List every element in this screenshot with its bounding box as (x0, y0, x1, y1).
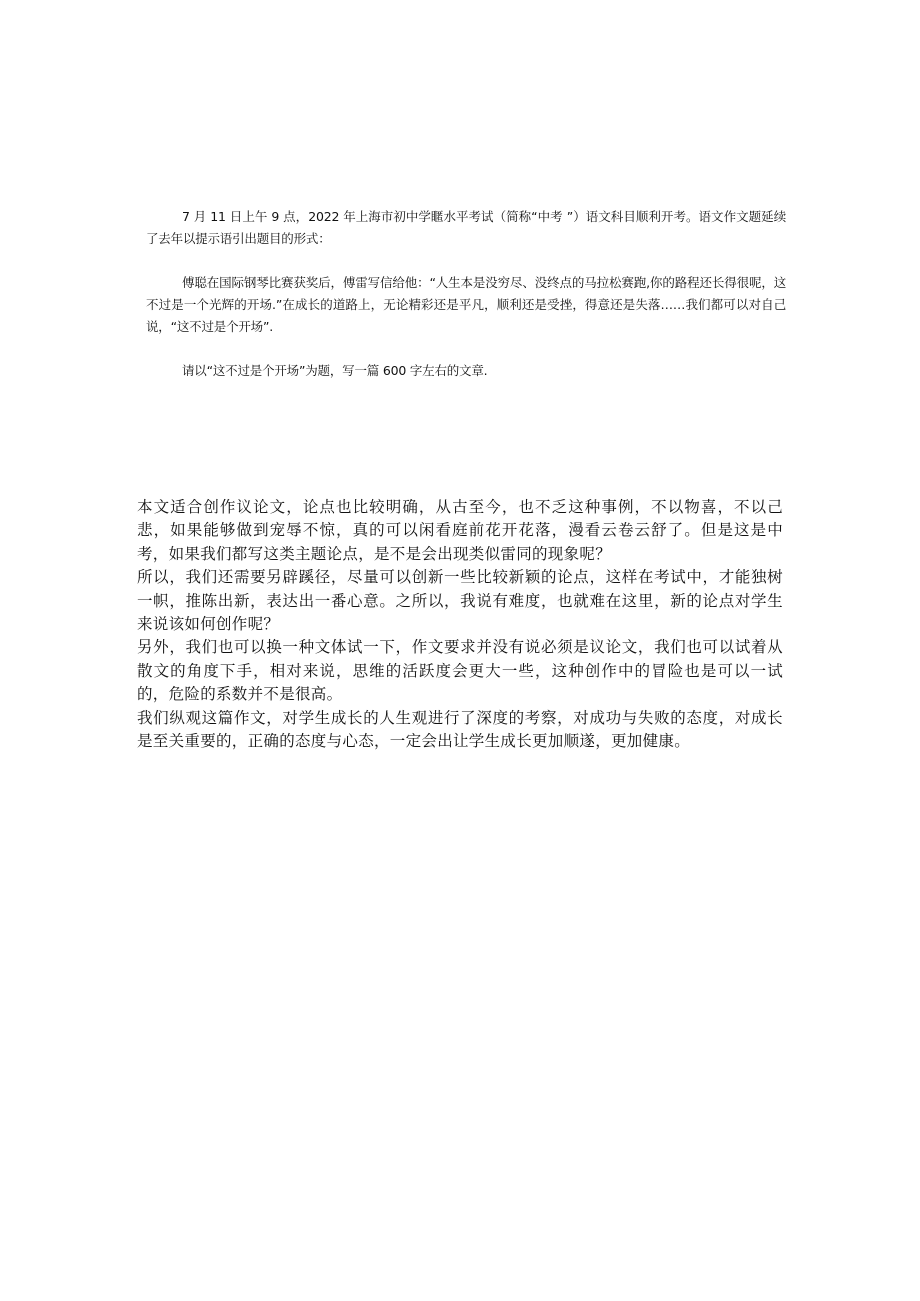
commentary-paragraph: 我们纵观这篇作文，对学生成长的人生观进行了深度的考察，对成功与失败的态度，对成长是至关重要的，正确的态度与心态，一定会出让学生成长更加顺遂，更加健康。 (137, 708, 783, 751)
prompt-intro: 7 月 11 日上午 9 点，2022 年上海市初中学䁥水平考试（简称“中考 ”）语文科目顺利开考。语文作文题延续了去年以提示语引出题目的形式： (146, 209, 786, 246)
essay-commentary (137, 496, 783, 753)
commentary-paragraph: 本文适合创作议论文，论点也比较明确，从古至今，也不乏这种事例，不以物喜，不以己悲，如果能够做到宠辱不惊，真的可以闲看庭前花开花落，漫看云卷云舒了。但是这是中考，如果我们都写这类主题论点，是不是会出现类似雷同的现象呢？ (137, 498, 783, 563)
commentary-paragraph: 所以，我们还需要另辟蹊径，尽量可以创新一些比较新颖的论点，这样在考试中，才能独树一帜，推陈出新，表达出一番心意。之所以，我说有难度，也就难在这里，新的论点对学生来说该如何创作呢？ (137, 568, 783, 634)
commentary-paragraph: 另外，我们也可以换一种文体试一下，作文要求并没有说必须是议论文，我们也可以试着从散文的角度下手，相对来说，思维的活跃度会更大一些，这种创作中的冒险也是可以一试的，危险的系数并不是很高。 (137, 638, 783, 704)
prompt-material: 傅聪在国际钢琴比赛获奖后，傅雷写信给他：“人生本是没穷尽、没终点的马拉松赛跑,你的路程还长得很呢，这不过是一个光辉的开场.”在成长的道路上，无论精彩还是平凡，顺利还是受挫，得意还是失落……我们都可以对自己说，“这不过是个开场”. (146, 275, 786, 334)
exam-prompt (146, 206, 786, 382)
prompt-task: 请以“这不过是个开场”为题，写一篇 600 字左右的文章. (182, 363, 488, 378)
